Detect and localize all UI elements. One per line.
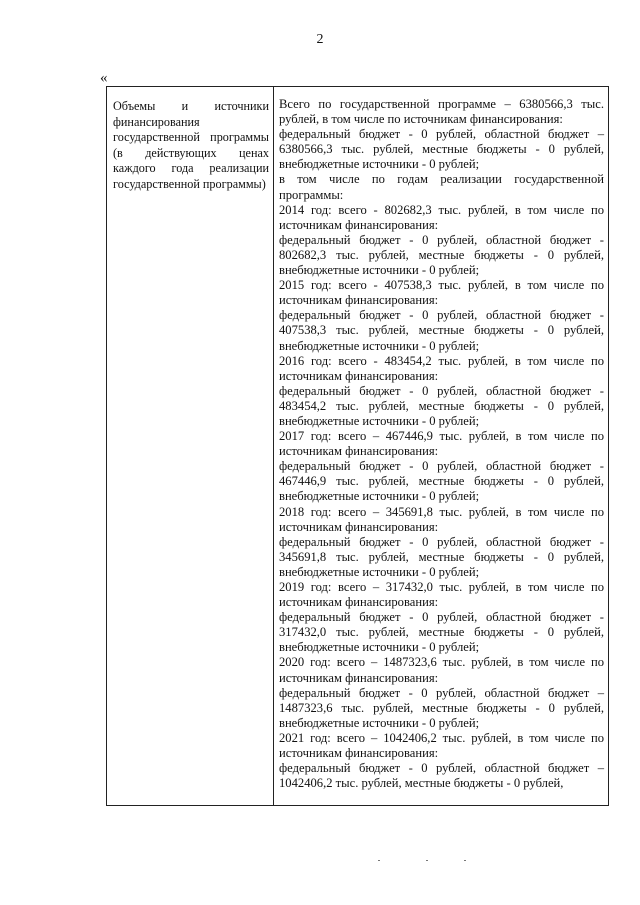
funding-line: федеральный бюджет - 0 рублей, областной бюджет - 802682,3 тыс. рублей, местные бюджеты - 0 рублей, внебюджетные источники - 0 рублей; <box>279 232 604 278</box>
scan-dot <box>378 860 380 861</box>
funding-line: федеральный бюджет - 0 рублей, областной бюджет - 407538,3 тыс. рублей, местные бюджеты - 0 рублей, внебюджетные источники - 0 рублей; <box>279 308 604 353</box>
funding-line: федеральный бюджет - 0 рублей, областной бюджет – 6380566,3 тыс. рублей, местные бюджеты - 0 рублей, внебюджетные источники - 0 рублей; <box>279 127 604 172</box>
funding-label-cell: Объемы и источники финансирования государственной программы (в действующих ценах каждого года реализации государственной программы) <box>107 87 274 805</box>
page-number: 2 <box>316 32 324 47</box>
funding-line: 2020 год: всего – 1487323,6 тыс. рублей, в том числе по источникам финансирования: <box>279 655 604 685</box>
funding-line: Всего по государственной программе – 6380566,3 тыс. рублей, в том числе по источникам финансирования: <box>279 97 604 127</box>
funding-line: 2014 год: всего - 802682,3 тыс. рублей, в том числе по источникам финансирования: <box>279 202 604 232</box>
funding-line: 2021 год: всего – 1042406,2 тыс. рублей, в том числе по источникам финансирования: <box>279 730 604 761</box>
funding-line: федеральный бюджет - 0 рублей, областной бюджет - 483454,2 тыс. рублей, местные бюджеты - 0 рублей, внебюджетные источники - 0 рублей; <box>279 383 604 428</box>
opening-quote: « <box>100 70 108 86</box>
scan-marks <box>378 860 468 866</box>
funding-line: федеральный бюджет - 0 рублей, областной бюджет - 345691,8 тыс. рублей, местные бюджеты - 0 рублей, внебюджетные источники - 0 рублей; <box>279 534 604 579</box>
funding-line: федеральный бюджет - 0 рублей, областной бюджет - 317432,0 тыс. рублей, местные бюджеты - 0 рублей, внебюджетные источники - 0 рублей; <box>279 610 604 655</box>
funding-line: 2015 год: всего - 407538,3 тыс. рублей, в том числе по источникам финансирования: <box>279 278 604 308</box>
funding-line: 2019 год: всего – 317432,0 тыс. рублей, в том числе по источникам финансирования: <box>279 580 604 610</box>
scan-dot <box>426 860 428 861</box>
scan-dot <box>464 860 466 861</box>
funding-line: федеральный бюджет - 0 рублей, областной бюджет - 467446,9 тыс. рублей, местные бюджеты - 0 рублей, внебюджетные источники - 0 рублей; <box>279 459 604 504</box>
funding-table <box>106 86 609 806</box>
funding-line: 2018 год: всего – 345691,8 тыс. рублей, в том числе по источникам финансирования: <box>279 504 604 534</box>
funding-line: федеральный бюджет - 0 рублей, областной бюджет – 1487323,6 тыс. рублей, местные бюджеты - 0 рублей, внебюджетные источники - 0 рублей; <box>279 685 604 730</box>
funding-line: федеральный бюджет - 0 рублей, областной бюджет – 1042406,2 тыс. рублей, местные бюджеты - 0 рублей, <box>279 761 604 791</box>
funding-line: 2016 год: всего - 483454,2 тыс. рублей, в том числе по источникам финансирования: <box>279 353 604 383</box>
funding-line: 2017 год: всего – 467446,9 тыс. рублей, в том числе по источникам финансирования: <box>279 429 604 459</box>
funding-details-cell <box>274 87 608 805</box>
funding-line: в том числе по годам реализации государственной программы: <box>279 172 604 202</box>
